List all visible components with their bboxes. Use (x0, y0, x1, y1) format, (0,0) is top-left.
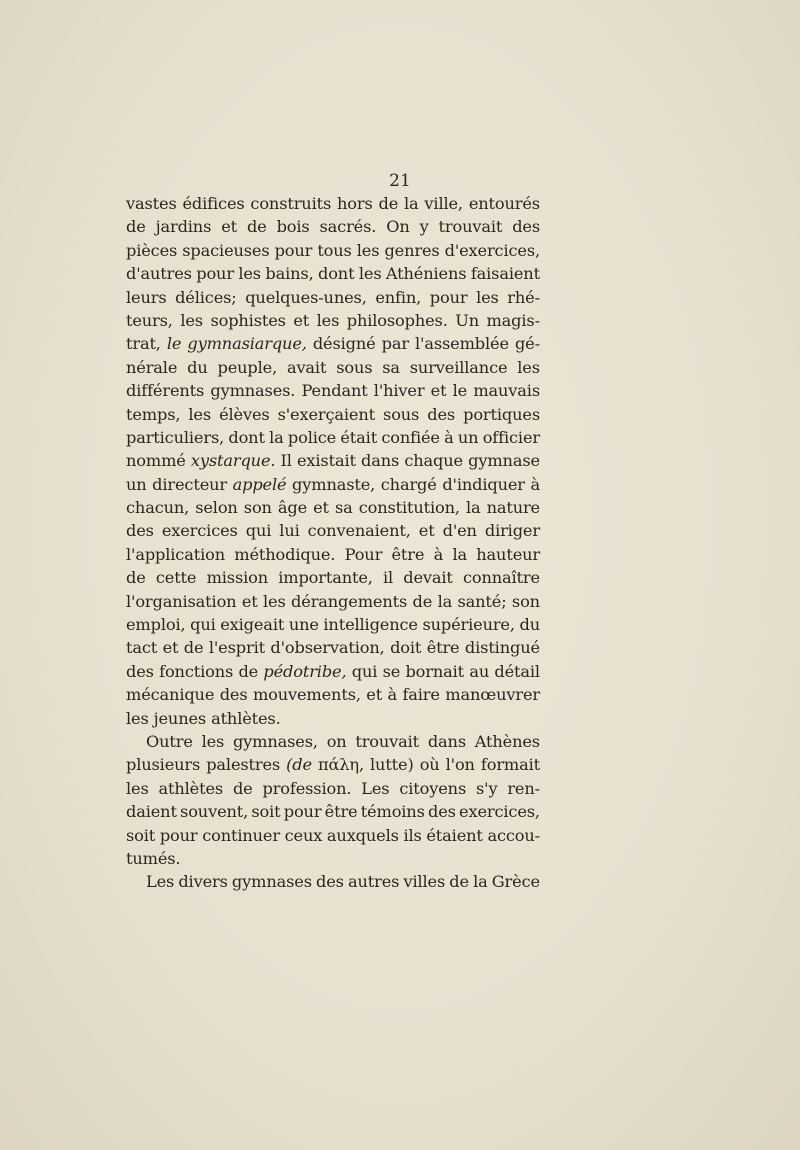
text-line: de cette mission importante, il devait connaître (126, 568, 540, 588)
text-line: d'autres pour les bains, dont les Athéniens faisaient (126, 264, 540, 284)
text-line: l'application méthodique. Pour être à la hauteur (126, 544, 540, 564)
text-line: plusieurs palestres (de πάλη, lutte) où l'on formait (126, 755, 540, 775)
text-line: tact et de l'esprit d'observation, doit être distingué (126, 638, 540, 658)
text-line: nérale du peuple, avait sous sa surveillance les (126, 357, 540, 377)
text-line: nommé xystarque. Il existait dans chaque gymnase (126, 451, 540, 471)
text-line: pièces spacieuses pour tous les genres d'exercices, (126, 240, 540, 260)
text-line: teurs, les sophistes et les philosophes. Un magis- (126, 310, 540, 330)
text-line: Outre les gymnases, on trouvait dans Athènes (146, 731, 540, 751)
body-text (126, 192, 540, 894)
text-line: un directeur appelé gymnaste, chargé d'indiquer à (126, 474, 540, 494)
text-line: leurs délices; quelques-unes, enfin, pour les rhé- (126, 287, 540, 307)
text-line: soit pour continuer ceux auxquels ils étaient accou- (126, 825, 540, 845)
text-line: mécanique des mouvements, et à faire manœuvrer (126, 685, 540, 705)
text-line: daient souvent, soit pour être témoins des exercices, (126, 802, 540, 822)
text-line: trat, le gymnasiarque, désigné par l'assemblée gé- (126, 334, 540, 354)
text-line: les jeunes athlètes. (126, 708, 281, 728)
text-line: particuliers, dont la police était confiée à un officier (126, 427, 540, 447)
text-line: différents gymnases. Pendant l'hiver et le mauvais (126, 381, 540, 401)
text-line: vastes édifices construits hors de la ville, entourés (126, 194, 540, 213)
page-number: 21 (389, 171, 411, 191)
text-line: temps, les élèves s'exerçaient sous des portiques (126, 404, 540, 424)
text-line: des exercices qui lui convenaient, et d'en diriger (126, 521, 540, 541)
text-line: les athlètes de profession. Les citoyens s'y ren- (126, 778, 540, 798)
text-line: Les divers gymnases des autres villes de la Grèce (146, 872, 540, 892)
text-line: des fonctions de pédotribe, qui se bornait au détail (126, 661, 540, 681)
text-line: emploi, qui exigeait une intelligence supérieure, du (126, 615, 540, 635)
text-line: l'organisation et les dérangements de la santé; son (126, 591, 540, 611)
text-line: de jardins et de bois sacrés. On y trouvait des (126, 217, 540, 237)
text-line: chacun, selon son âge et sa constitution, la nature (126, 498, 540, 518)
text-line: tumés. (126, 848, 181, 868)
